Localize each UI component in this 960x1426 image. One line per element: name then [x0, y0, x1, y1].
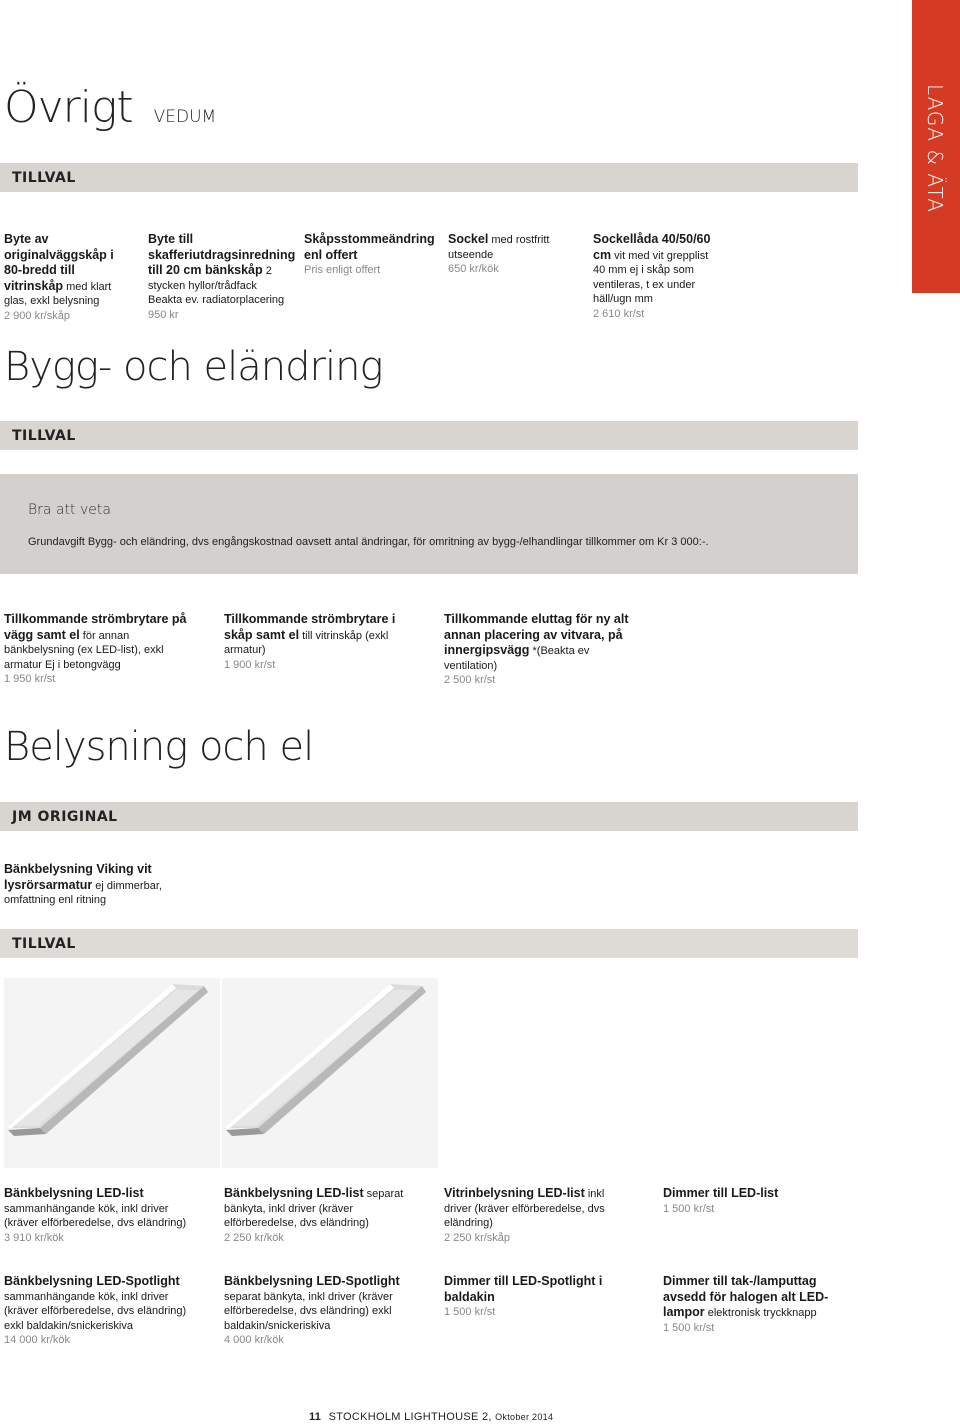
item-sockel [448, 232, 570, 277]
tillval-bar [0, 929, 858, 958]
item-price: 1 900 kr/st [224, 658, 276, 671]
item-text: separat bänkyta, inkl driver (kräver elförberedelse, dvs eländring) exkl baldakin/snickeriskiva [224, 1290, 393, 1332]
item-heading: Bänkbelysning Viking vit lysrörsarmatur [4, 862, 152, 892]
bar-label: TILLVAL [12, 428, 76, 444]
footer-date: Oktober 2014 [495, 1412, 554, 1422]
item-byte-vitrinskap [4, 232, 124, 323]
item-heading: Sockel [448, 232, 489, 246]
item-text: med rostfritt utseende [448, 234, 550, 261]
item-price: 14 000 kr/kök [4, 1334, 71, 1346]
item-vitrinbelysning [444, 1186, 634, 1245]
section-title-belysning: Belysning och el [4, 724, 314, 770]
item-text: ej dimmerbar, omfattning enl ritning [4, 879, 162, 906]
item-heading: Bänkbelysning LED-list [224, 1186, 364, 1200]
item-skapsstomme [304, 232, 435, 278]
item-text: med klart glas, exkl belysning [4, 280, 112, 307]
footer-brand: STOCKHOLM LIGHTHOUSE 2, [328, 1411, 492, 1423]
item-text: sammanhängande kök, inkl driver (kräver elförberedelse, dvs eländring) exkl baldakin/snickeriskiva [4, 1290, 187, 1332]
item-price: 1 500 kr/st [663, 1202, 715, 1215]
item-heading: Vitrinbelysning LED-list [444, 1186, 585, 1200]
bar-label: JM ORIGINAL [12, 809, 118, 825]
item-skafferi [148, 232, 296, 322]
footer [309, 1411, 553, 1423]
item-price: 2 250 kr/skåp [444, 1231, 511, 1244]
item-price: 2 610 kr/st [593, 307, 645, 320]
section-subtitle: VEDUM [153, 107, 217, 127]
item-heading: Skåpsstommeändring enl offert [304, 232, 435, 262]
item-price: Pris enligt offert [304, 264, 381, 276]
item-price: 4 000 kr/kök [224, 1334, 284, 1346]
jm-original-bar [0, 802, 858, 831]
section-title-bygg: Bygg- och eländring [4, 344, 383, 390]
item-price: 1 500 kr/st [444, 1306, 496, 1318]
tillval-bar [0, 421, 858, 450]
item-price: 2 250 kr/kök [224, 1231, 284, 1244]
item-price: 3 910 kr/kök [4, 1231, 64, 1244]
item-viking [4, 862, 184, 908]
bar-label: TILLVAL [12, 936, 76, 952]
item-led-list-kok [4, 1186, 200, 1245]
item-heading: Byte av originalväggskåp i 80-bredd till vitrinskåp [4, 232, 114, 293]
info-text: Grundavgift Bygg- och eländring, dvs engångskostnad oavsett antal ändringar, för omritning av bygg-/elhandlingar tillkommer om Kr 3 000:-. [28, 536, 709, 548]
section-title-ovrigt [4, 82, 216, 133]
item-heading: Tillkommande strömbrytare i skåp samt el [224, 612, 396, 642]
item-heading: Byte till skafferiutdragsinredning till 20 cm bänkskåp [148, 232, 296, 277]
item-dimmer-halogen [663, 1274, 853, 1335]
item-dimmer-spot [444, 1274, 634, 1320]
info-title: Bra att veta [28, 502, 111, 518]
led-list-illustration [222, 978, 438, 1168]
item-text: inkl driver (kräver elförberedelse, dvs eländring) [444, 1188, 605, 1229]
item-price: 950 kr [148, 308, 179, 321]
item-price: 2 500 kr/st [444, 674, 496, 686]
item-text: separat bänkyta, inkl driver (kräver elförberedelse, dvs eländring) [224, 1188, 404, 1229]
led-list-image [4, 978, 220, 1168]
item-heading: Bänkbelysning LED-list [4, 1186, 144, 1200]
item-text: till vitrinskåp (exkl armatur) [224, 629, 389, 656]
tillval-bar [0, 163, 858, 192]
item-dimmer-led-list [663, 1186, 853, 1216]
item-strombrytare-vagg [4, 612, 196, 687]
item-text: vit med vit grepplist 40 mm ej i skåp som ventileras, t ex under häll/ugn mm [593, 249, 709, 305]
item-text: sammanhängande kök, inkl driver (kräver elförberedelse, dvs eländring) [4, 1202, 187, 1229]
item-text: *(Beakta ev ventilation) [444, 645, 590, 672]
item-heading: Dimmer till tak-/lamputtag avsedd för halogen alt LED-lampor [663, 1274, 829, 1319]
item-strombrytare-skap [224, 612, 420, 672]
item-heading: Bänkbelysning LED-Spotlight [4, 1274, 180, 1288]
item-heading: Tillkommande strömbrytare på vägg samt el [4, 612, 187, 642]
item-heading: Dimmer till LED-list [663, 1186, 779, 1200]
item-price: 1 950 kr/st [4, 673, 56, 685]
led-list-illustration [4, 978, 220, 1168]
item-heading: Bänkbelysning LED-Spotlight [224, 1274, 400, 1288]
item-text: 2 stycken hyllor/trådfack Beakta ev. radiatorplacering [148, 265, 285, 306]
item-eluttag [444, 612, 640, 688]
side-tab [912, 0, 960, 293]
item-text: för annan bänkbelysning (ex LED-list), exkl armatur Ej i betongvägg [4, 629, 164, 671]
item-sockellada [593, 232, 721, 321]
item-price: 650 kr/kök [448, 263, 499, 275]
item-heading: Tillkommande eluttag för ny alt annan placering av vitvara, på innergipsvägg [444, 612, 629, 657]
section-title-text: Övrigt [4, 82, 133, 133]
page-number: 11 [309, 1411, 322, 1423]
item-led-list-separat [224, 1186, 420, 1245]
info-box [0, 474, 858, 574]
bar-label: TILLVAL [12, 170, 76, 186]
item-led-spot-separat [224, 1274, 420, 1348]
item-heading: Dimmer till LED-Spotlight i baldakin [444, 1274, 603, 1304]
side-tab-label: LAGA & ÄTA [923, 84, 947, 213]
item-text: elektronisk tryckknapp [704, 1307, 817, 1319]
item-price: 1 500 kr/st [663, 1321, 715, 1334]
item-led-spot-kok [4, 1274, 200, 1348]
led-list-image [222, 978, 438, 1168]
item-heading: Sockellåda 40/50/60 cm [593, 232, 711, 262]
item-price: 2 900 kr/skåp [4, 309, 71, 322]
